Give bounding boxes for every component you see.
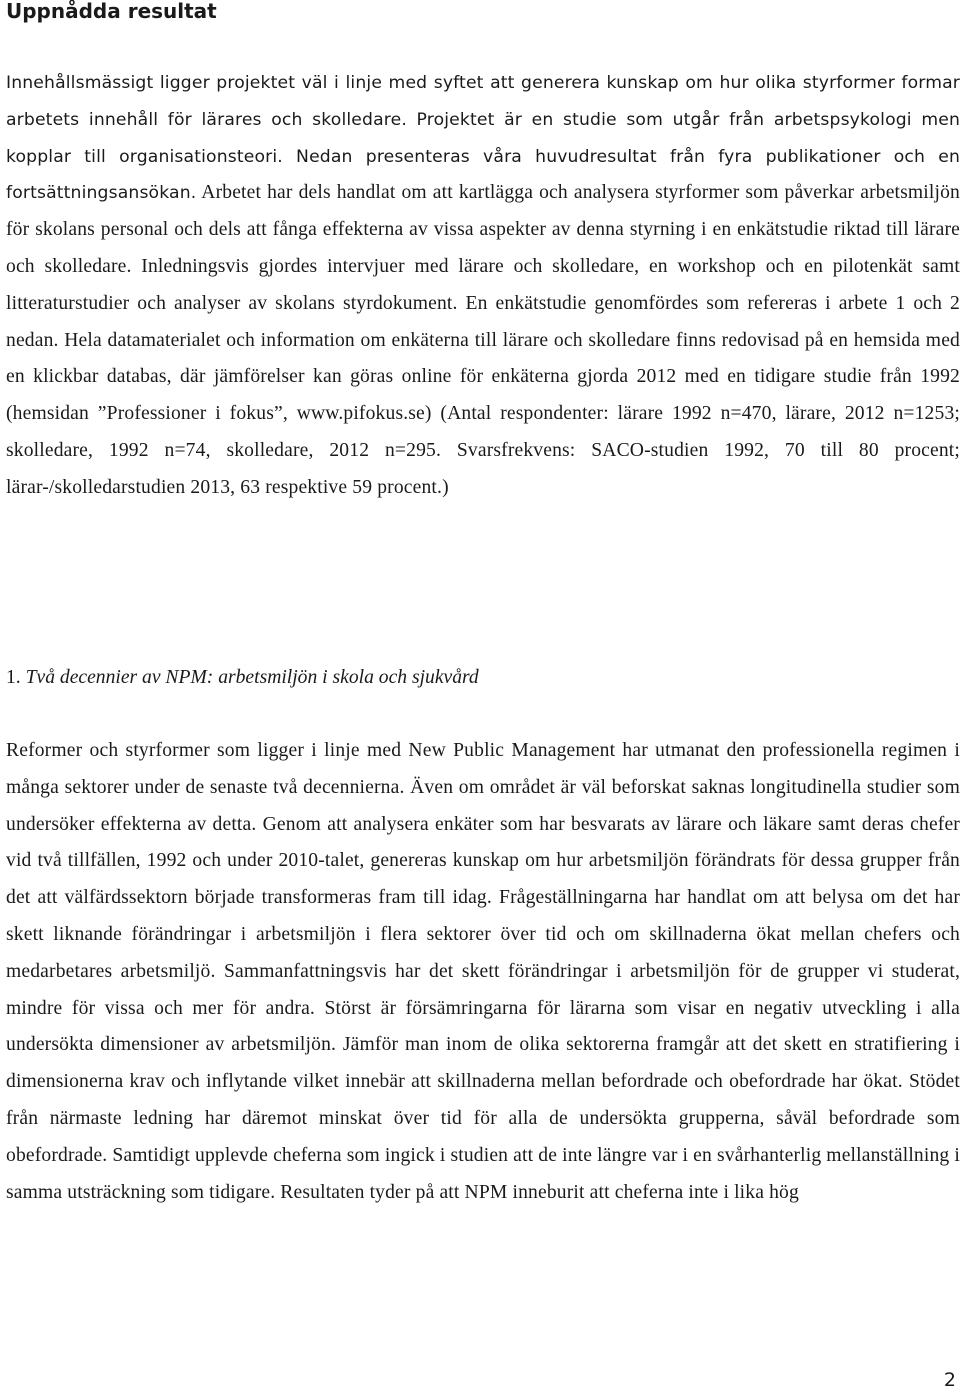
body-paragraph: [6, 733, 960, 1211]
page-number: 2: [943, 1369, 956, 1391]
section-heading: [6, 660, 479, 696]
section-number: 1.: [6, 667, 21, 688]
intro-serif-text: Arbetet har dels handlat om att kartlägga och analysera styrformer som påverkar arbetsmiljön för skolans personal och dels att fånga effekterna av vissa aspekter av denna styrning i en enkätstudie riktad till lärare och skolledare. Inledningsvis gjordes intervjuer med lärare och skolledare, en workshop och en pilotenkät samt litteraturstudier och analyser av skolans styrdokument. En enkätstudie genomfördes som refereras i arbete 1 och 2 nedan. Hela datamaterialet och information om enkäterna till lärare och skolledare finns redovisad på en hemsida med en klickbar databas, där jämförelser kan göras online för enkäterna gjorda 2012 med en tidigare studie från 1992 (hemsidan ”Professioner i fokus”, www.pifokus.se) (Antal respondenter: lärare 1992 n=470, lärare, 2012 n=1253; skolledare, 1992 n=74, skolledare, 2012 n=295. Svarsfrekvens: SACO-studien 1992, 70 till 80 procent; lärar-/skolledarstudien 2013, 63 respektive 59 procent.): [6, 182, 960, 498]
page-heading: Uppnådda resultat: [6, 0, 217, 23]
intro-sans-text: Innehållsmässigt ligger projektet väl i linje med syftet att generera kunskap om hur olika styrformer formar arbetets innehåll för lärares och skolledare. Projektet är en studie som utgår från arbetspsykologi men kopplar till organisationsteori. Nedan presenteras våra huvudresultat från fyra publikationer och en fortsättningsansökan.: [6, 73, 960, 204]
intro-paragraph: [6, 65, 960, 507]
section-title: Två decennier av NPM: arbetsmiljön i skola och sjukvård: [25, 667, 479, 688]
body-text: Reformer och styrformer som ligger i linje med New Public Management har utmanat den professionella regimen i många sektorer under de senaste två decennierna. Även om området är väl beforskat saknas longitudinella studier som undersöker effekterna av detta. Genom att analysera enkäter som har besvarats av lärare och läkare samt deras chefer vid två tillfällen, 1992 och under 2010-talet, genereras kunskap om hur arbetsmiljön förändrats för dessa grupper från det att välfärdssektorn började transformeras fram till idag. Frågeställningarna har handlat om att belysa om det har skett liknande förändringar i arbetsmiljön i flera sektorer över tid och om skillnaderna ökat mellan chefers och medarbetares arbetsmiljö. Sammanfattningsvis har det skett förändringar i arbetsmiljön för de grupper vi studerat, mindre för vissa och mer för andra. Störst är försämringarna för lärarna som visar en negativ utveckling i alla undersökta dimensioner av arbetsmiljön. Jämför man inom de olika sektorerna framgår att det skett en stratifiering i dimensionerna krav och inflytande vilket innebär att skillnaderna mellan befordrade och obefordrade har ökat. Stödet från närmaste ledning har däremot minskat över tid för alla de undersökta grupperna, såväl befordrade som obefordrade. Samtidigt upplevde cheferna som ingick i studien att de inte längre var i en svårhanterlig mellanställning i samma utsträckning som tidigare. Resultaten tyder på att NPM inneburit att cheferna inte i lika hög: [6, 740, 960, 1203]
